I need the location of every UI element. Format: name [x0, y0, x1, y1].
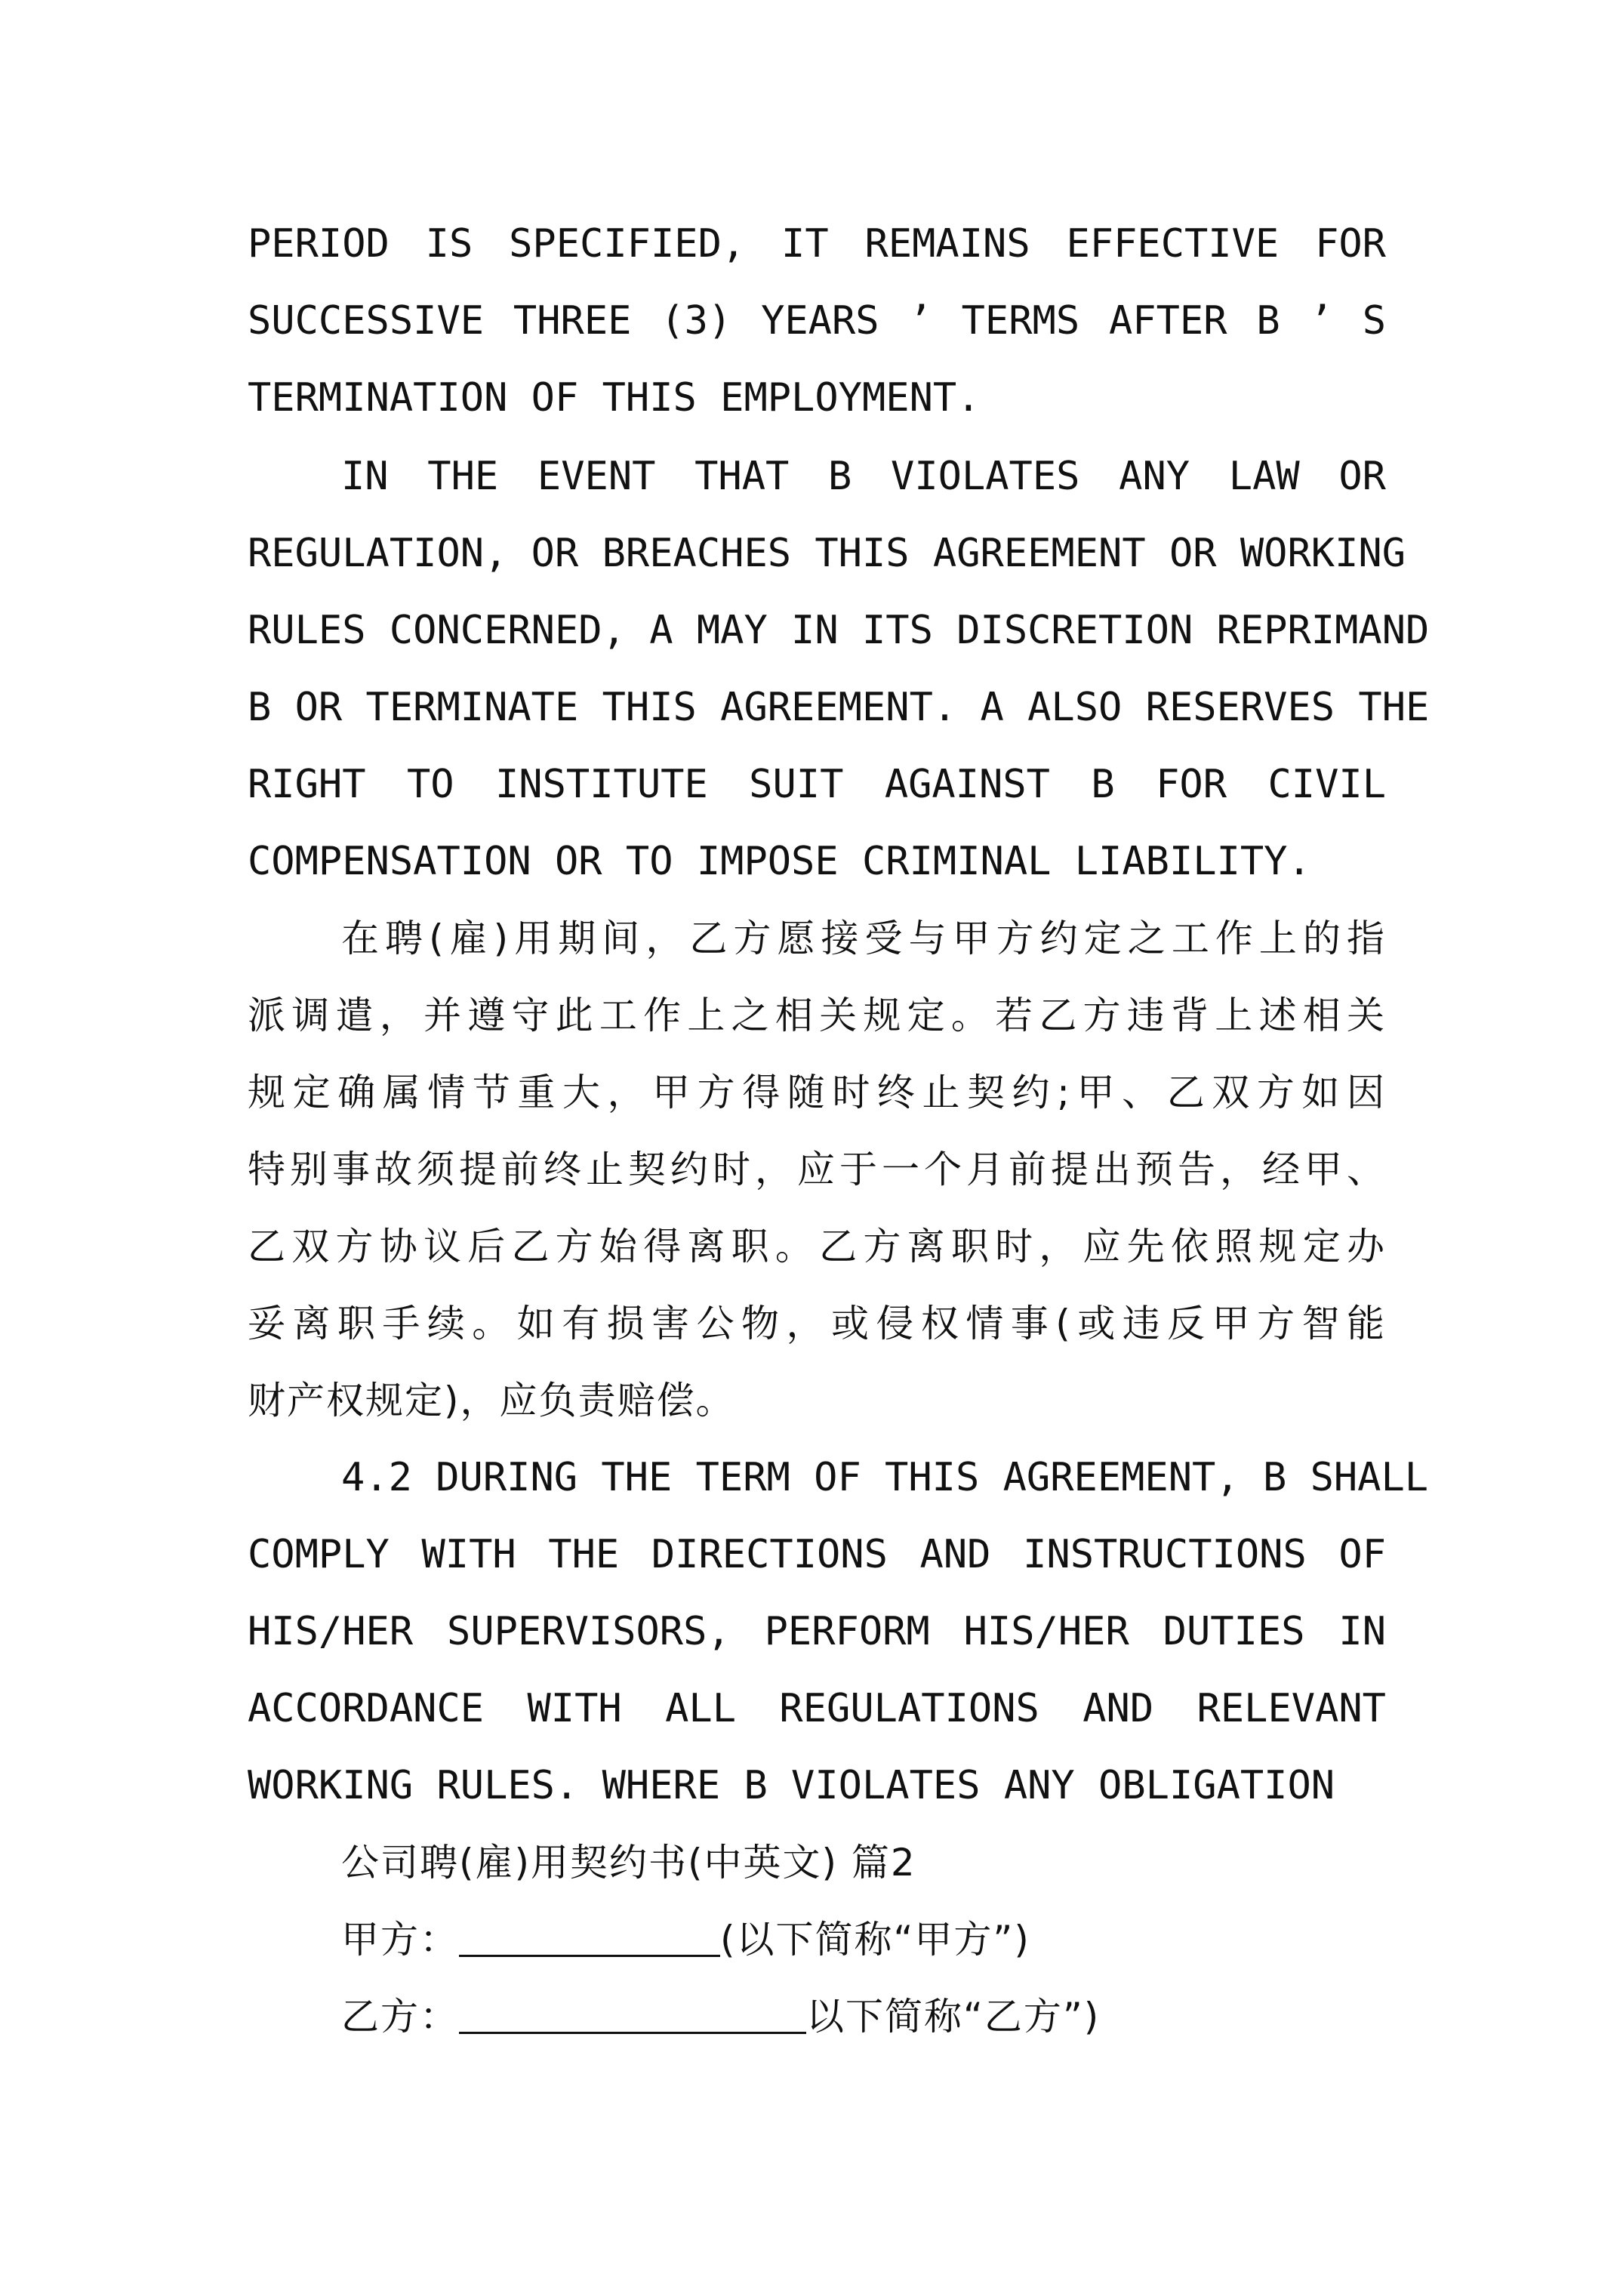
text-line: 在聘(雇)用期间，乙方愿接受与甲方约定之工作上的指	[341, 917, 1386, 960]
text-line: B OR TERMINATE THIS AGREEMENT. A ALSO RESERVES THE	[248, 685, 1430, 730]
text-line: HIS/HER SUPERVISORS, PERFORM HIS/HER DUTIES IN	[248, 1609, 1386, 1654]
text-line: SUCCESSIVE THREE (3) YEARS ’ TERMS AFTER B ’ S	[248, 298, 1386, 344]
section-title: 公司聘(雇)用契约书(中英文) 篇2	[341, 1841, 916, 1885]
text-line: 规定确属情节重大，甲方得随时终止契约;甲、乙双方如因	[248, 1071, 1386, 1114]
text-line: 4.2 DURING THE TERM OF THIS AGREEMENT, B SHALL	[341, 1455, 1429, 1500]
party-a-label: 甲方：	[341, 1918, 459, 1962]
text-line: RIGHT TO INSTITUTE SUIT AGAINST B FOR CIVIL	[248, 762, 1386, 807]
text-line: COMPENSATION OR TO IMPOSE CRIMINAL LIABILITY.	[248, 839, 1311, 884]
text-line: RULES CONCERNED, A MAY IN ITS DISCRETION REPRIMAND	[248, 608, 1430, 653]
text-line: TERMINATION OF THIS EMPLOYMENT.	[248, 375, 981, 421]
text-line: PERIOD IS SPECIFIED, IT REMAINS EFFECTIVE FOR	[248, 221, 1386, 267]
party-b-blank	[459, 1999, 806, 2034]
text-line: 乙双方协议后乙方始得离职。乙方离职时，应先依照规定办	[248, 1225, 1386, 1268]
text-line: WORKING RULES. WHERE B VIOLATES ANY OBLIGATION	[248, 1763, 1335, 1808]
text-line: COMPLY WITH THE DIRECTIONS AND INSTRUCTIONS OF	[248, 1532, 1386, 1577]
text-line: REGULATION, OR BREACHES THIS AGREEMENT OR WORKING	[248, 531, 1406, 576]
party-a-blank	[459, 1922, 720, 1957]
text-line: 派调遣，并遵守此工作上之相关规定。若乙方违背上述相关	[248, 994, 1386, 1037]
party-b-line	[341, 1978, 1386, 2055]
text-line: 特别事故须提前终止契约时，应于一个月前提出预告，经甲、	[248, 1148, 1386, 1191]
text-line: IN THE EVENT THAT B VIOLATES ANY LAW OR	[341, 454, 1386, 499]
text-line: 财产权规定)，应负责赔偿。	[248, 1379, 735, 1422]
party-b-suffix: 以下简称“乙方”)	[806, 1995, 1101, 2039]
text-line: 妥离职手续。如有损害公物，或侵权情事(或违反甲方智能	[248, 1302, 1386, 1345]
party-a-suffix: (以下简称“甲方”)	[720, 1918, 1030, 1962]
party-a-line	[341, 1901, 1386, 1978]
text-line: ACCORDANCE WITH ALL REGULATIONS AND RELEVANT	[248, 1686, 1386, 1731]
party-b-label: 乙方：	[341, 1995, 459, 2039]
